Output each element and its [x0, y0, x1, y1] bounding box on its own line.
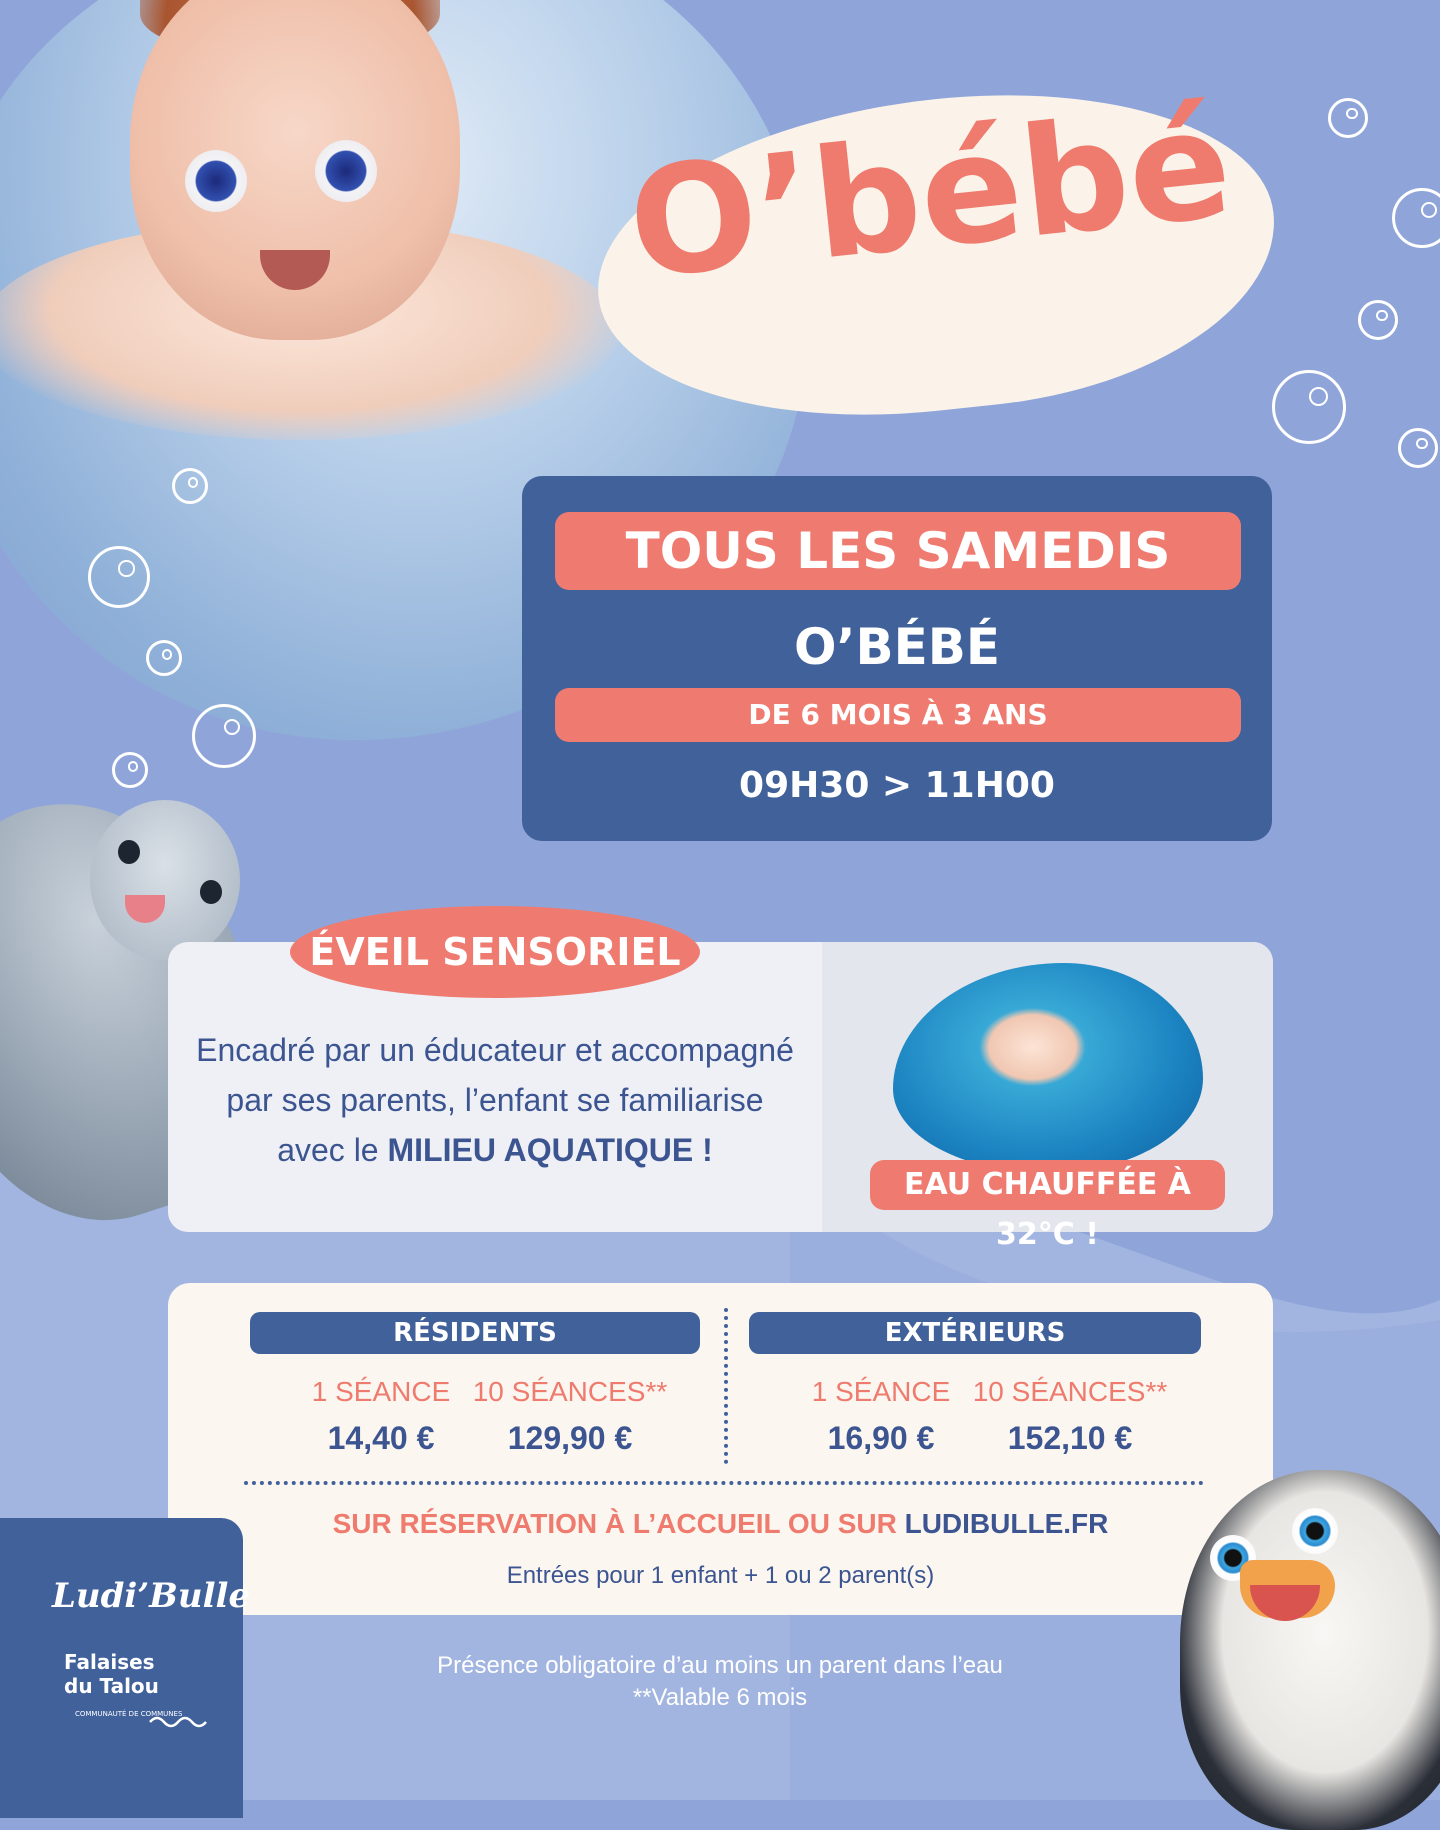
falaises-logo-subtitle: COMMUNAUTÉ DE COMMUNES — [75, 1710, 183, 1718]
sensory-text-bold: MILIEU AQUATIQUE ! — [387, 1132, 713, 1168]
bubble-icon — [1328, 98, 1368, 138]
footer-notes — [300, 1650, 1140, 1714]
water-temperature-pill: EAU CHAUFFÉE À 32°C ! — [870, 1160, 1225, 1210]
obebe-logo: O’bébé — [621, 76, 1239, 314]
bubble-icon — [172, 468, 208, 504]
pricing-vertical-divider — [724, 1308, 728, 1464]
seal-eye — [118, 840, 140, 864]
reservation-line — [168, 1508, 1273, 1540]
bubble-icon — [88, 546, 150, 608]
exterieurs-pack-price: 152,10 € — [1007, 1420, 1133, 1456]
falaises-du-talou-logo — [64, 1650, 224, 1698]
residents-single-price: 14,40 € — [327, 1420, 435, 1456]
falaises-logo-line2: du Talou — [64, 1674, 159, 1698]
exterieurs-header: EXTÉRIEURS — [749, 1312, 1201, 1354]
reservation-text: SUR RÉSERVATION À L’ACCUEIL OU SUR — [332, 1508, 905, 1539]
pricing-horizontal-divider — [244, 1481, 1204, 1485]
residents-pack-label: 10 SÉANCES** — [472, 1376, 668, 1407]
reservation-website-link[interactable]: LUDIBULLE.FR — [904, 1508, 1109, 1539]
bubble-icon — [192, 704, 256, 768]
exterieurs-pack-label: 10 SÉANCES** — [972, 1376, 1168, 1407]
baby-eye-right — [315, 140, 377, 202]
bubble-icon — [1272, 370, 1346, 444]
presence-note: Présence obligatoire d’au moins un parent dans l’eau — [437, 1652, 1003, 1679]
penguin-eye — [1292, 1508, 1338, 1554]
wave-icon — [148, 1712, 208, 1728]
validity-note: **Valable 6 mois — [632, 1684, 808, 1711]
sensory-text: Encadré par un éducateur et accompagné par ses parents, l’enfant se familiarise avec le — [196, 1032, 794, 1168]
entries-note: Entrées pour 1 enfant + 1 ou 2 parent(s) — [506, 1562, 935, 1589]
bubble-icon — [112, 752, 148, 788]
exterieurs-single-price: 16,90 € — [827, 1420, 935, 1456]
bubble-icon — [1358, 300, 1398, 340]
bubble-icon — [146, 640, 182, 676]
ludibulle-logo: Ludi’Bulle — [52, 1576, 251, 1616]
residents-single-label: 1 SÉANCE — [311, 1376, 451, 1407]
falaises-logo-line1: Falaises — [64, 1650, 155, 1674]
schedule-time: 09H30 > 11H00 — [739, 765, 1055, 806]
residents-header: RÉSIDENTS — [250, 1312, 700, 1354]
seal-eye — [200, 880, 222, 904]
age-range-pill: DE 6 MOIS À 3 ANS — [555, 688, 1241, 742]
baby-eye-left — [185, 150, 247, 212]
schedule-days-pill: TOUS LES SAMEDIS — [555, 512, 1241, 590]
residents-pack-price: 129,90 € — [507, 1420, 633, 1456]
schedule-title: O’BÉBÉ — [793, 618, 1001, 676]
exterieurs-single-label: 1 SÉANCE — [811, 1376, 951, 1407]
sensory-badge: ÉVEIL SENSORIEL — [290, 906, 700, 998]
sensory-description — [190, 1025, 800, 1175]
seal-face — [90, 800, 240, 960]
bubble-icon — [1398, 428, 1438, 468]
